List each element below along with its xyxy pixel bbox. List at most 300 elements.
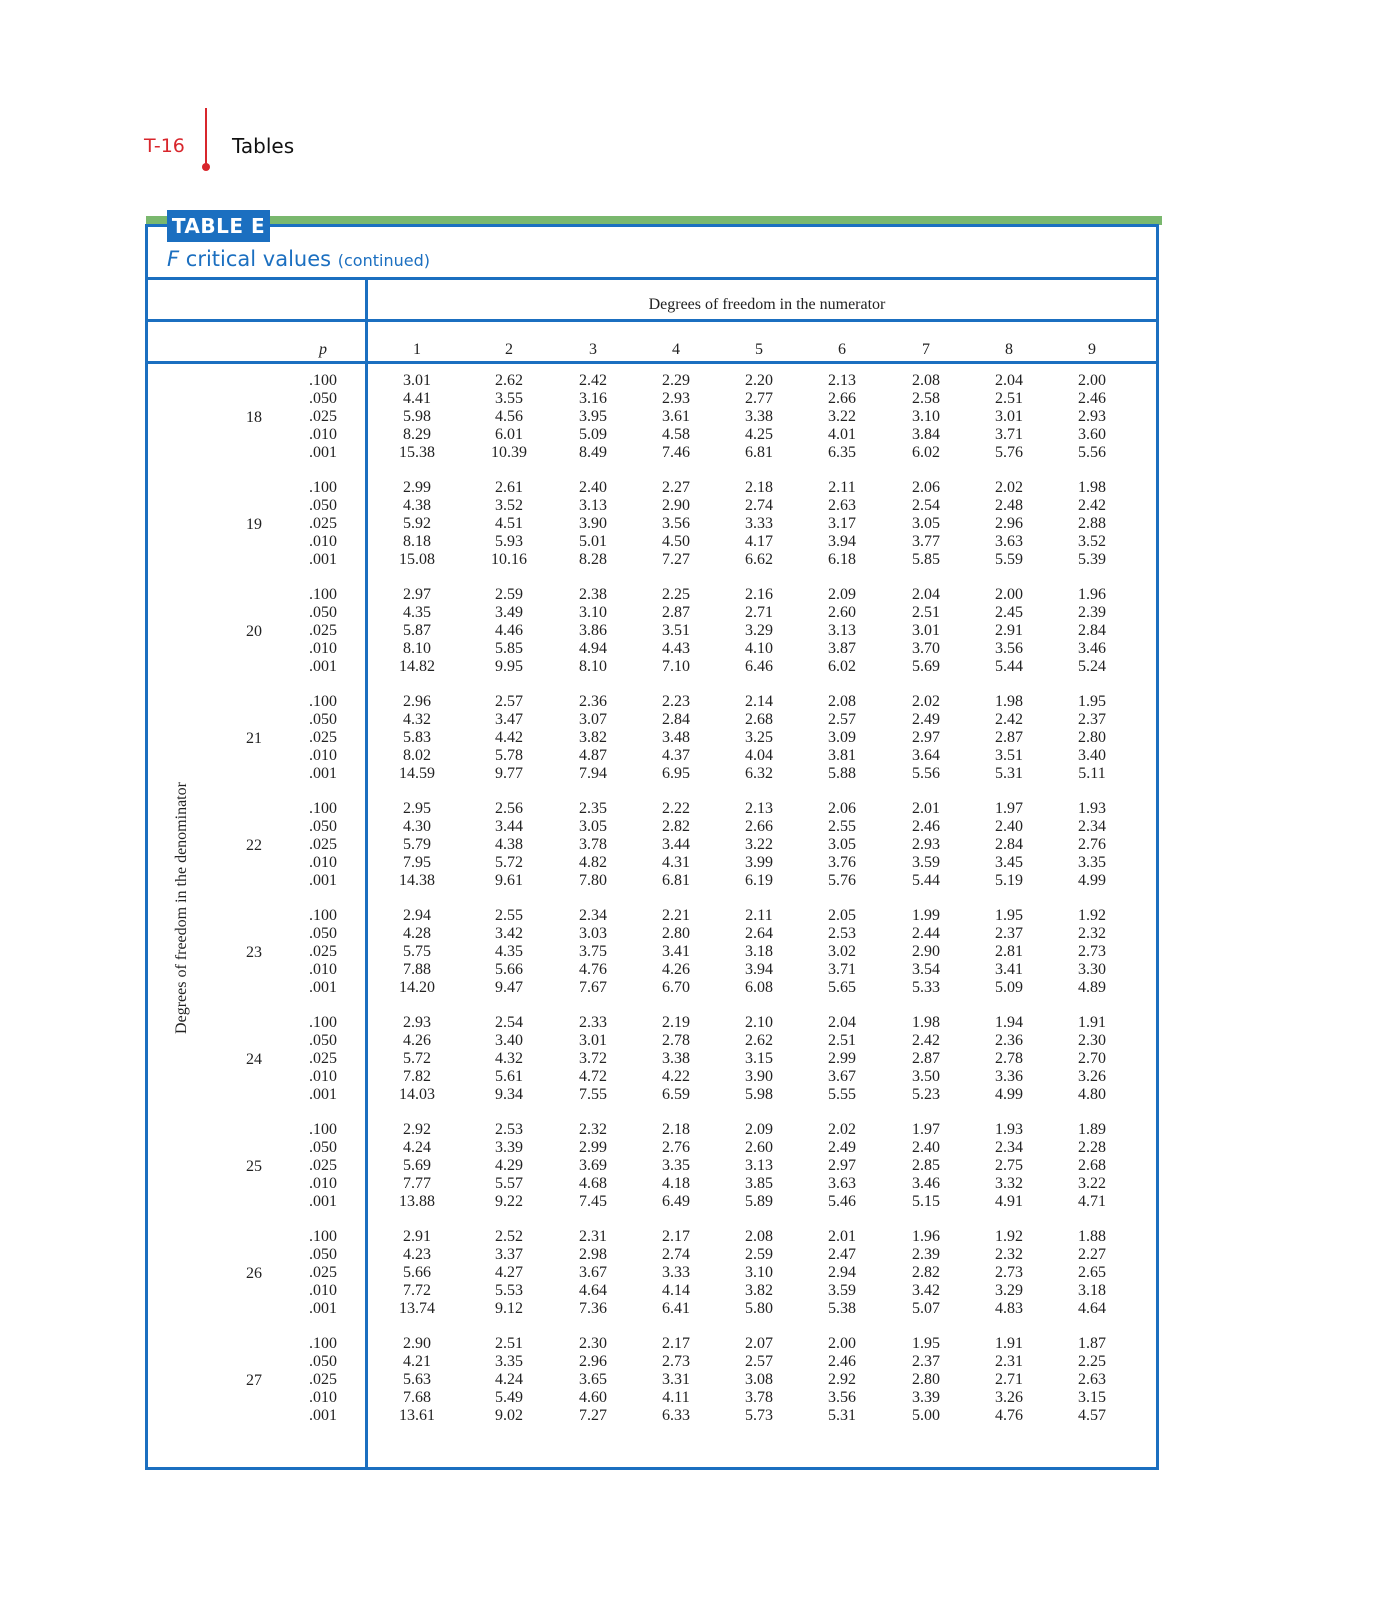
f-critical-value: 15.38 (399, 444, 435, 461)
value-column-3 (563, 800, 623, 890)
f-critical-value: 5.33 (912, 979, 940, 996)
value-column-7 (896, 1228, 956, 1318)
f-critical-value: 3.42 (495, 925, 523, 942)
f-critical-value: 2.02 (828, 1121, 856, 1138)
f-critical-value: 13.61 (399, 1407, 435, 1424)
f-critical-value: 1.99 (912, 907, 940, 924)
value-column-7 (896, 372, 956, 462)
value-column-1 (387, 372, 447, 462)
f-critical-value: 2.27 (1078, 1246, 1106, 1263)
f-critical-value: 2.84 (662, 711, 690, 728)
f-critical-value: 3.29 (995, 1282, 1023, 1299)
f-critical-value: 6.46 (745, 658, 773, 675)
f-critical-value: 6.08 (745, 979, 773, 996)
f-critical-value: 2.59 (495, 586, 523, 603)
f-critical-value: 5.44 (912, 872, 940, 889)
section-title: Tables (232, 134, 295, 158)
f-critical-value: 3.03 (579, 925, 607, 942)
df-group-19 (0, 479, 1382, 571)
f-critical-value: 2.96 (995, 515, 1023, 532)
value-column-9 (1062, 372, 1122, 462)
p-value: .001 (309, 765, 337, 782)
f-critical-value: 2.73 (662, 1353, 690, 1370)
f-critical-value: 2.22 (662, 800, 690, 817)
f-critical-value: 4.56 (495, 408, 523, 425)
f-critical-value: 5.85 (495, 640, 523, 657)
f-critical-value: 3.25 (745, 729, 773, 746)
p-value: .050 (309, 497, 337, 514)
value-column-9 (1062, 1121, 1122, 1211)
value-column-4 (646, 1228, 706, 1318)
p-value: .025 (309, 836, 337, 853)
table-title (167, 247, 430, 271)
f-critical-value: 2.68 (745, 711, 773, 728)
value-column-7 (896, 693, 956, 783)
f-critical-value: 4.22 (662, 1068, 690, 1085)
f-critical-value: 1.95 (1078, 693, 1106, 710)
f-critical-value: 2.32 (1078, 925, 1106, 942)
f-critical-value: 3.72 (579, 1050, 607, 1067)
f-critical-value: 4.46 (495, 622, 523, 639)
value-column-2 (479, 693, 539, 783)
p-value: .025 (309, 729, 337, 746)
f-critical-value: 3.55 (495, 390, 523, 407)
f-critical-value: 3.29 (745, 622, 773, 639)
f-critical-value: 5.00 (912, 1407, 940, 1424)
f-critical-value: 5.76 (828, 872, 856, 889)
p-values-column (293, 800, 353, 890)
p-value: .025 (309, 515, 337, 532)
f-critical-value: 5.85 (912, 551, 940, 568)
f-critical-value: 2.42 (995, 711, 1023, 728)
value-column-1 (387, 1228, 447, 1318)
f-critical-value: 3.59 (828, 1282, 856, 1299)
f-critical-value: 3.18 (745, 943, 773, 960)
f-critical-value: 2.40 (995, 818, 1023, 835)
value-column-9 (1062, 1014, 1122, 1104)
p-values-column (293, 1014, 353, 1104)
f-critical-value: 3.63 (995, 533, 1023, 550)
f-critical-value: 4.38 (495, 836, 523, 853)
f-critical-value: 6.41 (662, 1300, 690, 1317)
value-column-8 (979, 1228, 1039, 1318)
f-critical-value: 4.37 (662, 747, 690, 764)
value-column-6 (812, 1014, 872, 1104)
f-critical-value: 2.04 (995, 372, 1023, 389)
p-value: .025 (309, 1050, 337, 1067)
f-critical-value: 4.64 (1078, 1300, 1106, 1317)
value-column-7 (896, 800, 956, 890)
f-critical-value: 2.90 (662, 497, 690, 514)
f-critical-value: 2.51 (828, 1032, 856, 1049)
f-critical-value: 14.03 (399, 1086, 435, 1103)
f-critical-value: 3.05 (579, 818, 607, 835)
f-critical-value: 2.02 (995, 479, 1023, 496)
f-critical-value: 3.05 (828, 836, 856, 853)
f-critical-value: 6.70 (662, 979, 690, 996)
f-critical-value: 2.46 (828, 1353, 856, 1370)
f-critical-value: 4.35 (495, 943, 523, 960)
f-critical-value: 3.71 (995, 426, 1023, 443)
f-critical-value: 2.34 (1078, 818, 1106, 835)
f-critical-value: 8.10 (403, 640, 431, 657)
f-critical-value: 7.95 (403, 854, 431, 871)
value-column-7 (896, 1014, 956, 1104)
f-critical-value: 2.54 (495, 1014, 523, 1031)
p-value: .001 (309, 551, 337, 568)
f-critical-value: 13.74 (399, 1300, 435, 1317)
f-critical-value: 2.92 (403, 1121, 431, 1138)
f-critical-value: 4.26 (403, 1032, 431, 1049)
f-critical-value: 3.69 (579, 1157, 607, 1174)
f-critical-value: 2.88 (1078, 515, 1106, 532)
f-critical-value: 4.99 (1078, 872, 1106, 889)
f-critical-value: 9.47 (495, 979, 523, 996)
value-column-2 (479, 1335, 539, 1425)
f-critical-value: 2.40 (579, 479, 607, 496)
f-critical-value: 3.22 (745, 836, 773, 853)
value-column-8 (979, 586, 1039, 676)
f-critical-value: 3.75 (579, 943, 607, 960)
f-critical-value: 2.18 (662, 1121, 690, 1138)
f-critical-value: 3.39 (912, 1389, 940, 1406)
f-critical-value: 1.93 (995, 1121, 1023, 1138)
f-critical-value: 5.46 (828, 1193, 856, 1210)
f-critical-value: 3.40 (1078, 747, 1106, 764)
f-critical-value: 2.51 (995, 390, 1023, 407)
f-critical-value: 2.42 (1078, 497, 1106, 514)
f-critical-value: 5.80 (745, 1300, 773, 1317)
value-column-4 (646, 1121, 706, 1211)
value-column-6 (812, 693, 872, 783)
f-critical-value: 2.21 (662, 907, 690, 924)
f-critical-value: 4.25 (745, 426, 773, 443)
value-column-2 (479, 907, 539, 997)
f-critical-value: 2.46 (912, 818, 940, 835)
f-critical-value: 3.84 (912, 426, 940, 443)
f-critical-value: 8.18 (403, 533, 431, 550)
f-critical-value: 2.73 (995, 1264, 1023, 1281)
f-critical-value: 3.13 (745, 1157, 773, 1174)
p-value: .100 (309, 479, 337, 496)
f-critical-value: 5.07 (912, 1300, 940, 1317)
f-critical-value: 3.87 (828, 640, 856, 657)
f-critical-value: 8.02 (403, 747, 431, 764)
p-value: .050 (309, 1139, 337, 1156)
f-critical-value: 2.87 (662, 604, 690, 621)
value-column-1 (387, 1335, 447, 1425)
value-column-5 (729, 693, 789, 783)
f-critical-value: 4.30 (403, 818, 431, 835)
f-critical-value: 2.17 (662, 1228, 690, 1245)
header-divider (205, 108, 207, 166)
f-critical-value: 2.62 (495, 372, 523, 389)
f-critical-value: 3.86 (579, 622, 607, 639)
value-column-4 (646, 586, 706, 676)
p-value: .100 (309, 1121, 337, 1138)
p-value: .010 (309, 1068, 337, 1085)
f-critical-value: 2.18 (745, 479, 773, 496)
f-critical-value: 2.53 (495, 1121, 523, 1138)
f-critical-value: 7.88 (403, 961, 431, 978)
f-critical-value: 14.20 (399, 979, 435, 996)
f-critical-value: 6.81 (745, 444, 773, 461)
f-critical-value: 5.69 (912, 658, 940, 675)
f-critical-value: 6.01 (495, 426, 523, 443)
f-critical-value: 2.95 (403, 800, 431, 817)
p-value: .001 (309, 1407, 337, 1424)
f-critical-value: 2.08 (828, 693, 856, 710)
value-column-7 (896, 907, 956, 997)
f-critical-value: 5.56 (1078, 444, 1106, 461)
f-critical-value: 7.67 (579, 979, 607, 996)
f-critical-value: 1.95 (912, 1335, 940, 1352)
f-critical-value: 5.01 (579, 533, 607, 550)
table-tag: TABLE E (167, 210, 270, 242)
f-critical-value: 2.75 (995, 1157, 1023, 1174)
value-column-2 (479, 586, 539, 676)
f-critical-value: 7.46 (662, 444, 690, 461)
f-critical-value: 2.97 (912, 729, 940, 746)
f-critical-value: 6.33 (662, 1407, 690, 1424)
f-critical-value: 6.32 (745, 765, 773, 782)
value-column-9 (1062, 1228, 1122, 1318)
value-column-5 (729, 1335, 789, 1425)
value-column-5 (729, 479, 789, 569)
value-column-3 (563, 907, 623, 997)
f-critical-value: 2.57 (745, 1353, 773, 1370)
value-column-7 (896, 1335, 956, 1425)
p-value: .050 (309, 925, 337, 942)
f-critical-value: 2.10 (745, 1014, 773, 1031)
f-critical-value: 2.99 (828, 1050, 856, 1067)
f-critical-value: 2.04 (912, 586, 940, 603)
f-critical-value: 2.57 (495, 693, 523, 710)
p-values-column (293, 372, 353, 462)
f-critical-value: 4.76 (995, 1407, 1023, 1424)
f-critical-value: 2.06 (912, 479, 940, 496)
f-critical-value: 2.17 (662, 1335, 690, 1352)
f-critical-value: 2.60 (745, 1139, 773, 1156)
f-critical-value: 7.80 (579, 872, 607, 889)
f-critical-value: 5.65 (828, 979, 856, 996)
f-critical-value: 3.45 (995, 854, 1023, 871)
p-value: .025 (309, 1157, 337, 1174)
f-critical-value: 2.23 (662, 693, 690, 710)
value-column-1 (387, 479, 447, 569)
f-critical-value: 3.15 (1078, 1389, 1106, 1406)
value-column-3 (563, 693, 623, 783)
f-critical-value: 4.04 (745, 747, 773, 764)
f-critical-value: 2.00 (828, 1335, 856, 1352)
f-critical-value: 3.50 (912, 1068, 940, 1085)
f-critical-value: 14.82 (399, 658, 435, 675)
value-column-1 (387, 1121, 447, 1211)
f-critical-value: 6.95 (662, 765, 690, 782)
f-critical-value: 2.94 (828, 1264, 856, 1281)
f-critical-value: 7.94 (579, 765, 607, 782)
header-divider-dot (202, 163, 210, 171)
f-critical-value: 3.01 (912, 622, 940, 639)
f-critical-value: 3.48 (662, 729, 690, 746)
f-critical-value: 2.91 (403, 1228, 431, 1245)
f-critical-value: 2.16 (745, 586, 773, 603)
f-critical-value: 1.96 (912, 1228, 940, 1245)
f-critical-value: 3.17 (828, 515, 856, 532)
value-column-4 (646, 479, 706, 569)
f-critical-value: 3.78 (579, 836, 607, 853)
f-critical-value: 2.11 (745, 907, 773, 924)
p-value: .010 (309, 961, 337, 978)
p-values-column (293, 1228, 353, 1318)
f-critical-value: 2.84 (995, 836, 1023, 853)
value-column-8 (979, 800, 1039, 890)
f-critical-value: 2.87 (912, 1050, 940, 1067)
denominator-df: 24 (246, 1051, 262, 1068)
value-column-6 (812, 1335, 872, 1425)
f-critical-value: 2.57 (828, 711, 856, 728)
f-critical-value: 3.02 (828, 943, 856, 960)
f-critical-value: 3.41 (662, 943, 690, 960)
f-critical-value: 5.31 (828, 1407, 856, 1424)
f-critical-value: 5.15 (912, 1193, 940, 1210)
f-critical-value: 4.71 (1078, 1193, 1106, 1210)
f-critical-value: 3.16 (579, 390, 607, 407)
value-column-2 (479, 1014, 539, 1104)
f-critical-value: 5.59 (995, 551, 1023, 568)
denominator-df: 22 (246, 837, 262, 854)
value-column-9 (1062, 800, 1122, 890)
p-value: .100 (309, 586, 337, 603)
f-critical-value: 2.33 (579, 1014, 607, 1031)
column-header-3: 3 (589, 341, 597, 358)
f-critical-value: 3.33 (662, 1264, 690, 1281)
f-critical-value: 8.29 (403, 426, 431, 443)
f-critical-value: 2.34 (995, 1139, 1023, 1156)
f-critical-value: 2.61 (495, 479, 523, 496)
f-critical-value: 3.56 (828, 1389, 856, 1406)
f-critical-value: 1.87 (1078, 1335, 1106, 1352)
f-critical-value: 4.82 (579, 854, 607, 871)
f-critical-value: 3.51 (995, 747, 1023, 764)
p-value: .001 (309, 1193, 337, 1210)
f-critical-value: 2.37 (912, 1353, 940, 1370)
f-critical-value: 7.27 (579, 1407, 607, 1424)
value-column-3 (563, 586, 623, 676)
f-critical-value: 2.76 (662, 1139, 690, 1156)
value-column-4 (646, 1335, 706, 1425)
f-critical-value: 2.31 (579, 1228, 607, 1245)
f-critical-value: 1.98 (1078, 479, 1106, 496)
value-column-3 (563, 479, 623, 569)
df-group-27 (0, 1335, 1382, 1427)
f-critical-value: 4.72 (579, 1068, 607, 1085)
f-critical-value: 9.02 (495, 1407, 523, 1424)
f-critical-value: 4.35 (403, 604, 431, 621)
f-critical-value: 5.88 (828, 765, 856, 782)
f-critical-value: 3.10 (745, 1264, 773, 1281)
f-critical-value: 2.66 (745, 818, 773, 835)
f-critical-value: 2.65 (1078, 1264, 1106, 1281)
value-column-6 (812, 1228, 872, 1318)
f-critical-value: 3.05 (912, 515, 940, 532)
value-column-5 (729, 907, 789, 997)
f-critical-value: 4.87 (579, 747, 607, 764)
f-critical-value: 2.85 (912, 1157, 940, 1174)
f-critical-value: 3.42 (912, 1282, 940, 1299)
f-critical-value: 9.22 (495, 1193, 523, 1210)
value-column-5 (729, 1228, 789, 1318)
f-critical-value: 2.11 (828, 479, 856, 496)
value-column-9 (1062, 907, 1122, 997)
f-critical-value: 7.45 (579, 1193, 607, 1210)
f-critical-value: 2.02 (912, 693, 940, 710)
f-critical-value: 3.46 (912, 1175, 940, 1192)
p-column-header: p (319, 341, 327, 358)
f-critical-value: 3.90 (745, 1068, 773, 1085)
p-value: .050 (309, 390, 337, 407)
f-critical-value: 2.80 (662, 925, 690, 942)
f-critical-value: 4.11 (662, 1389, 690, 1406)
f-critical-value: 5.24 (1078, 658, 1106, 675)
f-critical-value: 2.84 (1078, 622, 1106, 639)
page-number: T-16 (144, 135, 185, 157)
f-critical-value: 4.83 (995, 1300, 1023, 1317)
f-critical-value: 2.51 (912, 604, 940, 621)
f-critical-value: 2.59 (745, 1246, 773, 1263)
column-header-5: 5 (755, 341, 763, 358)
p-value: .050 (309, 818, 337, 835)
f-critical-value: 3.99 (745, 854, 773, 871)
p-values-column (293, 1335, 353, 1425)
f-critical-value: 5.98 (745, 1086, 773, 1103)
f-critical-value: 6.81 (662, 872, 690, 889)
f-critical-value: 4.14 (662, 1282, 690, 1299)
f-critical-value: 2.96 (579, 1353, 607, 1370)
f-critical-value: 4.94 (579, 640, 607, 657)
f-critical-value: 3.49 (495, 604, 523, 621)
f-critical-value: 4.32 (495, 1050, 523, 1067)
f-critical-value: 3.76 (828, 854, 856, 871)
f-critical-value: 2.08 (745, 1228, 773, 1245)
column-header-6: 6 (838, 341, 846, 358)
f-critical-value: 3.36 (995, 1068, 1023, 1085)
f-critical-value: 3.52 (495, 497, 523, 514)
f-critical-value: 2.60 (828, 604, 856, 621)
f-critical-value: 2.71 (995, 1371, 1023, 1388)
f-critical-value: 3.15 (745, 1050, 773, 1067)
f-critical-value: 2.93 (912, 836, 940, 853)
p-value: .001 (309, 1086, 337, 1103)
f-critical-value: 3.01 (995, 408, 1023, 425)
f-critical-value: 8.28 (579, 551, 607, 568)
value-column-9 (1062, 586, 1122, 676)
f-critical-value: 2.80 (1078, 729, 1106, 746)
f-critical-value: 3.81 (828, 747, 856, 764)
value-column-4 (646, 1014, 706, 1104)
value-column-8 (979, 1335, 1039, 1425)
f-critical-value: 2.08 (912, 372, 940, 389)
p-value: .050 (309, 1032, 337, 1049)
value-column-9 (1062, 693, 1122, 783)
f-critical-value: 2.07 (745, 1335, 773, 1352)
f-critical-value: 3.67 (579, 1264, 607, 1281)
f-critical-value: 3.07 (579, 711, 607, 728)
f-critical-value: 10.39 (491, 444, 527, 461)
f-critical-value: 3.08 (745, 1371, 773, 1388)
column-header-divider (145, 361, 1159, 364)
f-critical-value: 5.63 (403, 1371, 431, 1388)
